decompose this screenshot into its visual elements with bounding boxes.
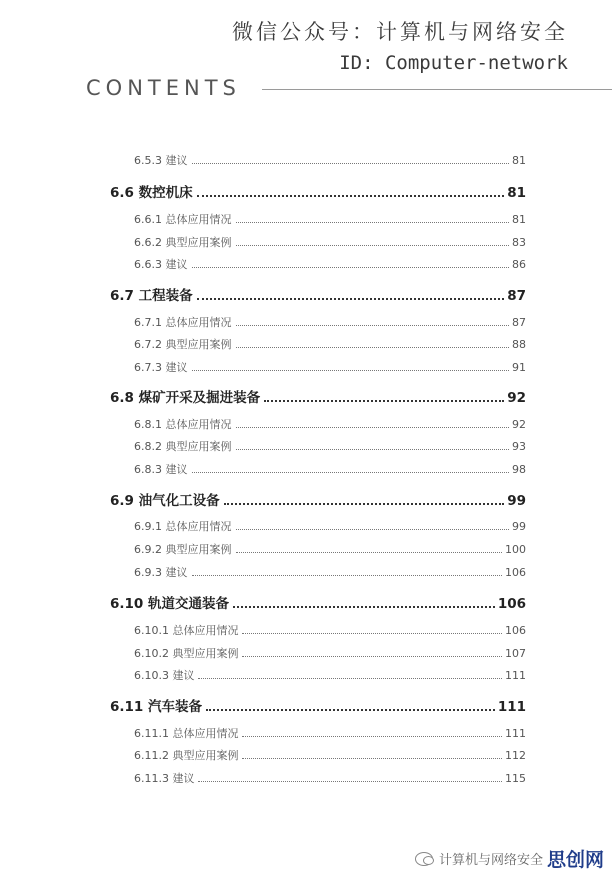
toc-entry-label: 6.7.1 总体应用情况 (134, 316, 232, 329)
toc-page-number: 111 (505, 669, 526, 682)
toc-entry-label: 6.5.3 建议 (134, 154, 188, 167)
toc-subsection-entry[interactable] (134, 518, 526, 534)
toc-subsection-entry[interactable] (134, 438, 526, 454)
toc-section-entry[interactable] (110, 386, 526, 406)
header (232, 18, 568, 76)
toc-page-number: 81 (512, 213, 526, 226)
toc-entry-label: 6.9.3 建议 (134, 566, 188, 579)
toc-entry-label: 6.10.3 建议 (134, 669, 195, 682)
toc-subsection-entry[interactable] (134, 211, 526, 227)
dot-leader (242, 622, 502, 634)
toc-page-number: 91 (512, 361, 526, 374)
toc-subsection-entry[interactable] (134, 256, 526, 272)
toc-page-number: 92 (512, 418, 526, 431)
toc-subsection-entry[interactable] (134, 622, 526, 638)
toc-page-number: 107 (505, 647, 526, 660)
toc-page-number: 81 (507, 185, 526, 201)
toc-page-number: 106 (505, 566, 526, 579)
toc-page-number: 106 (497, 596, 526, 612)
dot-leader (192, 152, 510, 164)
watermark (415, 845, 604, 872)
dot-leader (236, 541, 503, 553)
dot-leader (242, 645, 502, 657)
toc-entry-label: 6.7 工程装备 (110, 288, 193, 304)
toc-entry-label: 6.8.1 总体应用情况 (134, 418, 232, 431)
toc-page-number: 106 (505, 624, 526, 637)
toc-page-number: 111 (505, 727, 526, 740)
dot-leader (198, 770, 502, 782)
toc-entry-label: 6.10 轨道交通装备 (110, 596, 230, 612)
toc-page-number: 87 (507, 288, 526, 304)
dot-leader (198, 667, 502, 679)
toc-entry-label: 6.7.2 典型应用案例 (134, 338, 232, 351)
toc-section-entry[interactable] (110, 181, 526, 201)
dot-leader (236, 518, 510, 530)
dot-leader (233, 593, 495, 609)
toc-entry-label: 6.9 油气化工设备 (110, 493, 220, 509)
toc-page-number: 112 (505, 749, 526, 762)
toc-entry-label: 6.6.2 典型应用案例 (134, 236, 232, 249)
dot-leader (197, 182, 505, 198)
toc-page-number: 100 (505, 543, 526, 556)
toc-subsection-entry[interactable] (134, 234, 526, 250)
watermark-text: 计算机与网络安全 (438, 853, 543, 868)
dot-leader (236, 438, 510, 450)
dot-leader (236, 211, 510, 223)
toc-page-number: 93 (512, 440, 526, 453)
dot-leader (192, 461, 510, 473)
toc-entry-label: 6.11 汽车装备 (110, 699, 203, 715)
toc-entry-label: 6.11.3 建议 (134, 772, 195, 785)
toc-page-number: 87 (512, 316, 526, 329)
toc-subsection-entry[interactable] (134, 667, 526, 683)
toc-entry-label: 6.8 煤矿开采及掘进装备 (110, 390, 261, 406)
toc-entry-label: 6.9.2 典型应用案例 (134, 543, 232, 556)
contents-title: CONTENTS (86, 76, 241, 100)
toc-subsection-entry[interactable] (134, 336, 526, 352)
dot-leader (264, 387, 504, 403)
toc-entry-label: 6.6.1 总体应用情况 (134, 213, 232, 226)
toc-entry-label: 6.9.1 总体应用情况 (134, 520, 232, 533)
toc-page-number: 88 (512, 338, 526, 351)
dot-leader (192, 564, 503, 576)
toc-page-number: 98 (512, 463, 526, 476)
toc-page-number: 99 (512, 520, 526, 533)
title-divider (262, 89, 612, 90)
toc-entry-label: 6.6.3 建议 (134, 258, 188, 271)
wechat-icon (415, 852, 433, 866)
toc-entry-label: 6.6 数控机床 (110, 185, 193, 201)
toc-entry-label: 6.8.2 典型应用案例 (134, 440, 232, 453)
toc-subsection-entry[interactable] (134, 541, 526, 557)
toc-subsection-entry[interactable] (134, 645, 526, 661)
toc-section-entry[interactable] (110, 284, 526, 304)
toc-subsection-entry[interactable] (134, 416, 526, 432)
toc-subsection-entry[interactable] (134, 564, 526, 580)
toc-entry-label: 6.11.1 总体应用情况 (134, 727, 239, 740)
toc-entry-label: 6.11.2 典型应用案例 (134, 749, 239, 762)
toc-page-number: 92 (507, 390, 526, 406)
dot-leader (192, 359, 510, 371)
wechat-account-line: 微信公众号：计算机与网络安全 (232, 20, 568, 44)
toc-entry-label: 6.10.1 总体应用情况 (134, 624, 239, 637)
toc-page-number: 111 (497, 699, 526, 715)
dot-leader (236, 314, 510, 326)
toc-subsection-entry[interactable] (134, 461, 526, 477)
toc-page-number: 99 (507, 493, 526, 509)
toc-subsection-entry[interactable] (134, 314, 526, 330)
toc-page-number: 86 (512, 258, 526, 271)
toc-section-entry[interactable] (110, 695, 526, 715)
dot-leader (236, 336, 510, 348)
toc-subsection-entry[interactable] (134, 359, 526, 375)
dot-leader (206, 696, 495, 712)
toc-subsection-entry[interactable] (134, 747, 526, 763)
dot-leader (224, 490, 505, 506)
dot-leader (192, 256, 510, 268)
dot-leader (197, 285, 505, 301)
dot-leader (242, 747, 502, 759)
toc-entry-label: 6.10.2 典型应用案例 (134, 647, 239, 660)
toc-subsection-entry[interactable] (134, 770, 526, 786)
site-logo: 思创网 (546, 849, 604, 871)
dot-leader (236, 234, 510, 246)
toc-entry-label: 6.8.3 建议 (134, 463, 188, 476)
toc-section-entry[interactable] (110, 489, 526, 509)
dot-leader (242, 725, 502, 737)
toc-section-entry[interactable] (110, 592, 526, 612)
dot-leader (236, 416, 510, 428)
toc-entry-label: 6.7.3 建议 (134, 361, 188, 374)
toc-subsection-entry[interactable] (134, 725, 526, 741)
toc-page-number: 83 (512, 236, 526, 249)
toc-page-number: 115 (505, 772, 526, 785)
toc-subsection-entry[interactable] (134, 152, 526, 168)
account-id-line: ID: Computer-network (339, 52, 568, 74)
toc-page-number: 81 (512, 154, 526, 167)
